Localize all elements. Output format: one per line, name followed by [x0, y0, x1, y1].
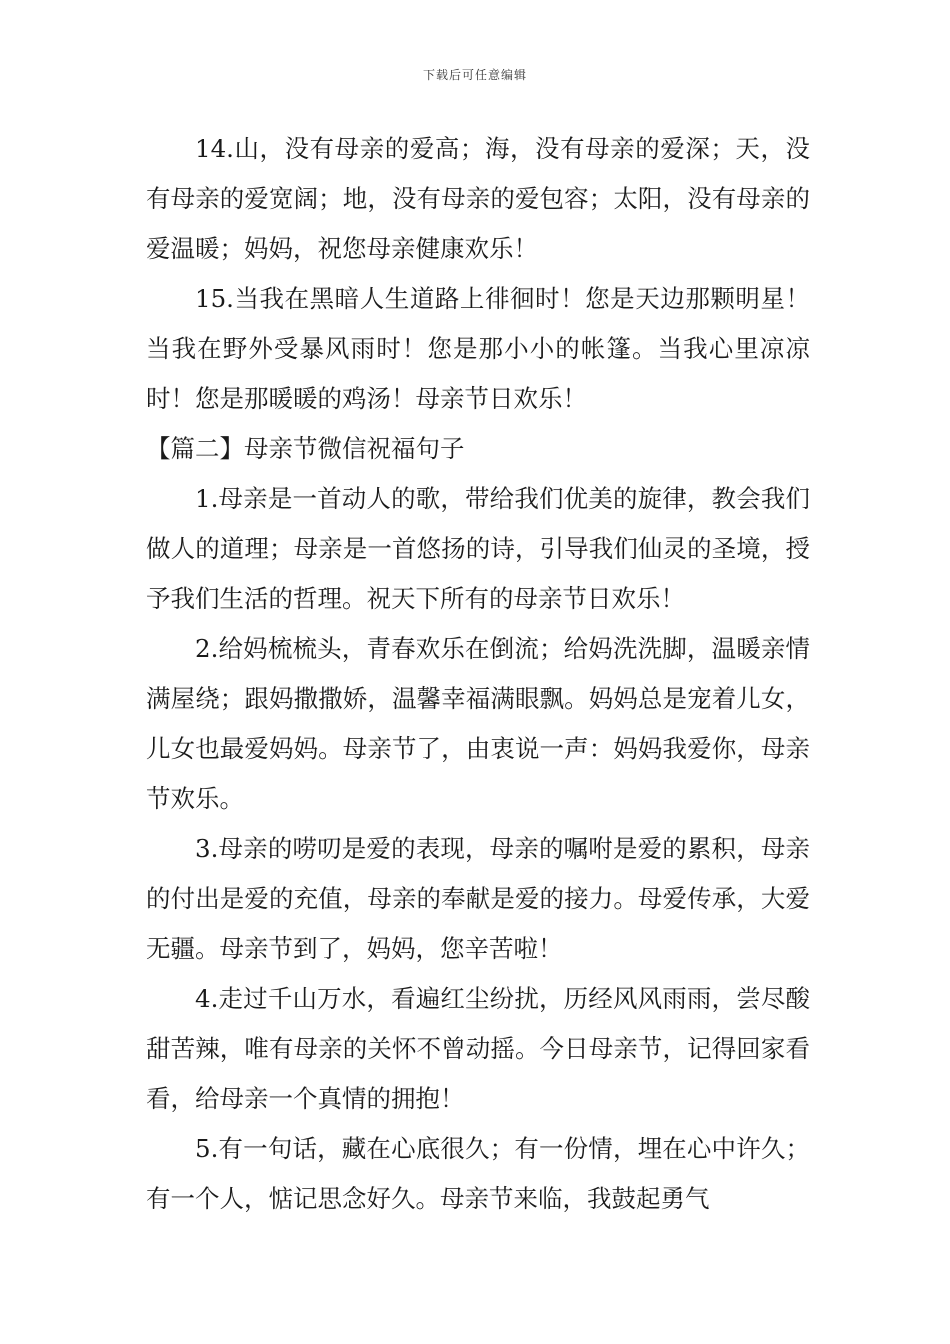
paragraph-s2-2: 2.给妈梳梳头，青春欢乐在倒流；给妈洗洗脚，温暖亲情满屋绕；跟妈撒撒娇，温馨幸福满眼飘。妈妈总是宠着儿女，儿女也最爱妈妈。母亲节了，由衷说一声：妈妈我爱你，母亲节欢乐。 [146, 634, 810, 813]
paragraph-s2-4: 4.走过千山万水，看遍红尘纷扰，历经风风雨雨，尝尽酸甜苦辣，唯有母亲的关怀不曾动摇。今日母亲节，记得回家看看，给母亲一个真情的拥抱！ [146, 984, 810, 1113]
paragraph-s2-5: 5.有一句话，藏在心底很久；有一份情，埋在心中许久；有一个人，惦记思念好久。母亲节来临，我鼓起勇气 [146, 1134, 810, 1213]
page-header-note: 下载后可任意编辑 [422, 68, 527, 82]
paragraph-15: 15.当我在黑暗人生道路上徘徊时！您是天边那颗明星！当我在野外受暴风雨时！您是那小小的帐篷。当我心里凉凉时！您是那暖暖的鸡汤！母亲节日欢乐！ [146, 284, 810, 413]
document-body [146, 124, 810, 1224]
paragraph-s2-3: 3.母亲的唠叨是爱的表现，母亲的嘱咐是爱的累积，母亲的付出是爱的充值，母亲的奉献是爱的接力。母爱传承，大爱无疆。母亲节到了，妈妈，您辛苦啦！ [146, 834, 810, 963]
paragraph-s2-1: 1.母亲是一首动人的歌，带给我们优美的旋律，教会我们做人的道理；母亲是一首悠扬的诗，引导我们仙灵的圣境，授予我们生活的哲理。祝天下所有的母亲节日欢乐！ [146, 484, 810, 613]
paragraph-14: 14.山，没有母亲的爱高；海，没有母亲的爱深；天，没有母亲的爱宽阔；地，没有母亲的爱包容；太阳，没有母亲的爱温暖；妈妈，祝您母亲健康欢乐！ [146, 134, 810, 263]
section-heading-part-two: 【篇二】母亲节微信祝福句子 [146, 434, 465, 463]
